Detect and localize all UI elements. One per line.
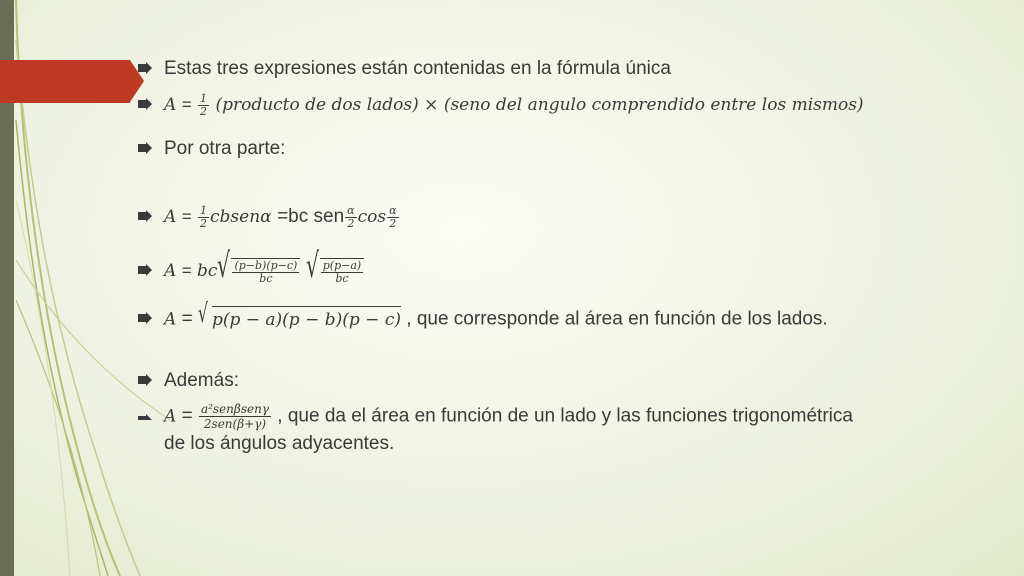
formula-area-roots: [164, 246, 864, 286]
var-A: A: [164, 261, 177, 281]
bullet-arrow-icon: [138, 408, 152, 420]
frac-num: α: [389, 204, 397, 217]
bullet-arrow-icon: [138, 374, 152, 386]
var-A: A: [164, 95, 177, 115]
var-A: A: [164, 309, 177, 330]
frac-num: 1: [200, 92, 208, 105]
expr-cbsen: cbsenα: [210, 207, 272, 227]
formula-heron: [164, 299, 864, 333]
sqrt-2: √ $\frac{p(p-a)}{bc}$: [306, 258, 364, 285]
bullet-arrow-icon: [138, 142, 152, 154]
frac-den: 2: [200, 217, 208, 230]
fraction-half: [198, 205, 209, 230]
frac-den: 2: [389, 217, 397, 230]
equals-sign: =: [181, 95, 192, 114]
equals-sign: =: [181, 405, 193, 427]
bullet-arrow-icon: [138, 62, 152, 74]
fraction-alpha-half: [387, 205, 398, 230]
heron-description: , que corresponde al área en función de los lados.: [400, 308, 828, 330]
var-A: A: [164, 406, 177, 427]
sqrt-1: √ $\frac{(p-b)(p-c)}{bc}$: [217, 258, 300, 285]
fraction-angles: [199, 402, 271, 431]
fraction-root-1: [232, 260, 299, 285]
bullet-text: Estas tres expresiones están contenidas en la fórmula única: [164, 58, 671, 79]
bullet-text: Por otra parte:: [164, 138, 286, 159]
sqrt-heron: √ p(p − a)(p − b)(p − c): [198, 306, 401, 333]
equals-sign: =: [181, 261, 192, 280]
bullet-arrow-icon: [138, 264, 152, 276]
bullet-arrow-icon: [138, 98, 152, 110]
frac-den: bc: [259, 272, 273, 285]
fraction-alpha-half: [345, 205, 356, 230]
var-bc: bc: [197, 261, 218, 281]
frac-num: a²senβsenγ: [200, 402, 270, 416]
frac-num: (p−b)(p−c): [234, 259, 298, 272]
bullet-text: Además:: [164, 370, 239, 391]
text-bc-sen: =bc sen: [277, 206, 345, 227]
frac-den: 2: [347, 217, 355, 230]
fraction-half: [198, 93, 209, 118]
bullet-arrow-icon: [138, 312, 152, 324]
frac-num: 1: [200, 204, 208, 217]
fraction-root-2: [321, 260, 363, 285]
bullet-arrow-icon: [138, 210, 152, 222]
var-A: A: [164, 207, 177, 227]
frac-den: bc: [335, 272, 349, 285]
formula-area-sine: [164, 204, 864, 230]
heron-radicand: p(p − a)(p − b)(p − c): [212, 306, 401, 333]
frac-den: 2sen(β+γ): [203, 417, 267, 431]
formula-area-general: [164, 92, 864, 118]
equals-sign: =: [181, 308, 193, 330]
angles-description: , que da el área en función de un lado y las funciones trigonométrica de los ángulos adyacentes.: [164, 405, 853, 454]
formula-area-angles: [164, 402, 864, 456]
frac-den: 2: [200, 105, 208, 118]
accent-bar: [0, 60, 130, 103]
formula-rest: (producto de dos lados) × (seno del angulo comprendido entre los mismos): [215, 95, 864, 115]
frac-num: α: [347, 204, 355, 217]
equals-sign: =: [181, 207, 192, 226]
frac-num: p(p−a): [322, 259, 362, 272]
cos-text: cos: [357, 207, 387, 227]
